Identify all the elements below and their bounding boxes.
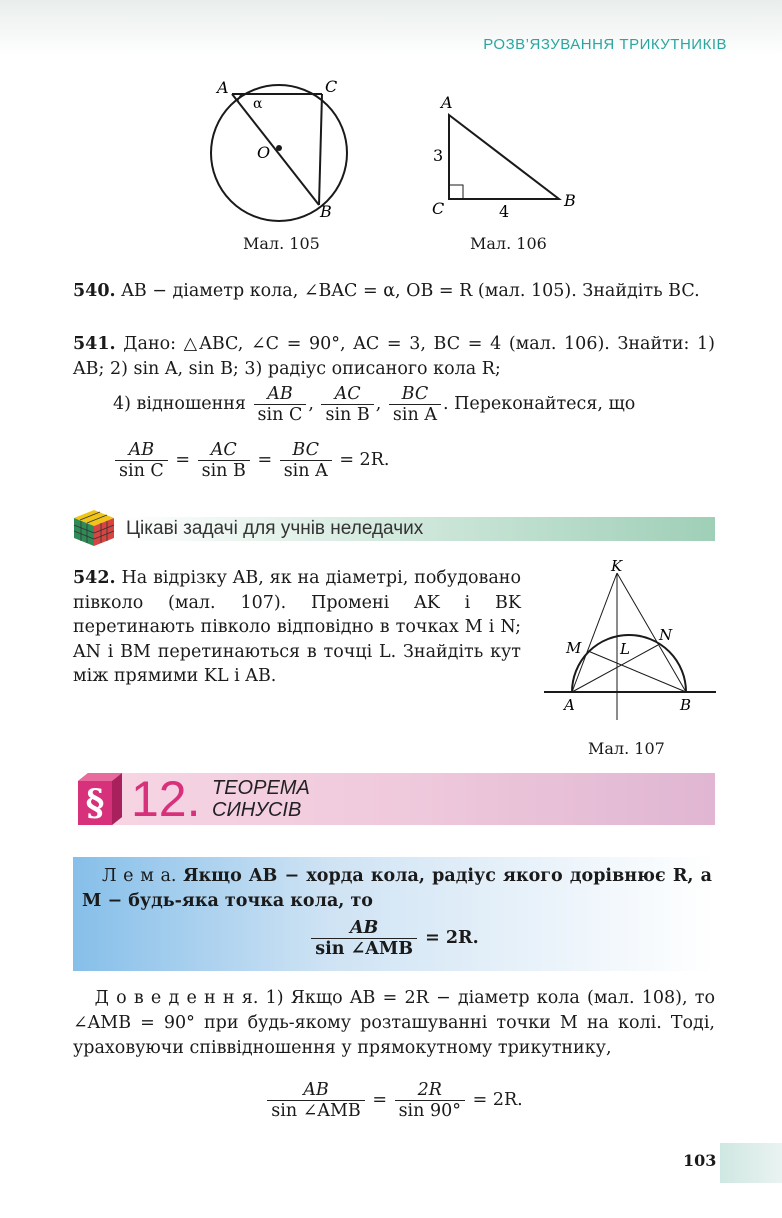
denominator: sin C (257, 405, 303, 425)
segment-bm (588, 651, 686, 692)
fraction-ab-sinc (115, 440, 168, 481)
section-number: 12. (131, 771, 201, 827)
label-c: C (432, 199, 445, 218)
fraction-ac-sinb (321, 384, 373, 425)
problem-541 (73, 332, 715, 382)
label-b: B (680, 696, 692, 714)
segment-cb (319, 94, 322, 205)
numerator: AB (311, 918, 417, 939)
label-m: M (566, 639, 582, 657)
caption-106: Мал. 106 (470, 234, 547, 253)
numerator: AC (198, 440, 250, 461)
problem-542 (73, 566, 521, 689)
fraction-bc-sina (389, 384, 441, 425)
problem-541-equation: $\frac{AB}{\text{sin C}}$ = $\frac{AC}{\text{sin B}}$ = $\frac{BC}{\text{sin A}}$ = 2R. (113, 440, 715, 481)
lemma-statement: Якщо AB − хорда кола, радіус якого дорівнює R, а M − будь-яка точка кола, то (82, 866, 712, 911)
right-angle-mark (449, 185, 463, 199)
label-k: K (611, 557, 623, 575)
section-title-line2: СИНУСІВ (212, 799, 302, 821)
segment-an (572, 645, 658, 692)
numerator: AC (321, 384, 373, 405)
problem-number: 542. (73, 568, 116, 588)
denominator: sin B (201, 461, 246, 481)
lemma-label: Л е м а. (101, 866, 177, 886)
caption-107: Мал. 107 (588, 739, 665, 758)
denominator: sin A (283, 461, 328, 481)
problem-540 (73, 279, 715, 304)
denominator: sin ∠AMB (315, 939, 414, 959)
denominator: sin A (392, 405, 437, 425)
interesting-title: Цікаві задачі для учнів неледачих (126, 518, 424, 539)
label-a: A (441, 93, 453, 112)
denominator: sin ∠AMB (271, 1101, 361, 1121)
section-title-line1: ТЕОРЕМА (212, 777, 310, 799)
denominator: sin B (325, 405, 370, 425)
numerator: AB (267, 1080, 365, 1101)
numerator: AB (254, 384, 307, 405)
numerator: 2R (395, 1080, 465, 1101)
ratios-prefix: 4) відношення (113, 394, 246, 414)
running-title: РОЗВ’ЯЗУВАННЯ ТРИКУТНИКІВ (483, 36, 727, 53)
label-alpha: α (253, 96, 263, 112)
fraction-2r-sin90 (395, 1080, 465, 1121)
side-cb: 4 (499, 202, 510, 221)
label-a: A (217, 78, 229, 97)
problem-text: AB − діаметр кола, ∠BAC = α, OB = R (мал. 105). Знайдіть BC. (121, 281, 700, 301)
fraction-ab-sinc (254, 384, 307, 425)
label-c: C (325, 77, 338, 96)
diameter-ab (232, 94, 319, 205)
lemma-eq: = 2R. (425, 928, 479, 948)
proof-label: Д о в е д е н н я. (94, 988, 259, 1008)
label-a: A (564, 696, 575, 714)
problem-number: 541. (73, 334, 116, 354)
section-title (212, 777, 310, 821)
ray-ak (572, 573, 617, 692)
section-sign-icon (72, 773, 122, 825)
side-ac: 3 (433, 146, 444, 165)
problem-text: На відрізку AB, як на діаметрі, побудовано півколо (мал. 107). Промені AK і BK перетинають півколо відповідно в точках M і N; AN і BM перетинаються в точці L. Знайдіть кут між прямими KL і AB. (73, 568, 521, 686)
proof-body: 1) Якщо AB = 2R − діаметр кола (мал. 108), то ∠AMB = 90° при будь-якому розташуванні точки M на колі. Тоді, ураховуючи співвідношення у прямокутному трикутнику, (73, 988, 715, 1058)
label-o: O (257, 143, 271, 162)
numerator: BC (389, 384, 441, 405)
problem-541-ratios: 4) відношення $\frac{AB}{\text{sin C}}$ , $\frac{AC}{\text{sin B}}$ , $\frac{BC}{\text{sin A}}$ . Переконайтеся, що (113, 384, 636, 425)
label-b: B (564, 191, 576, 210)
fraction-ac-sinb (198, 440, 250, 481)
proof-text (73, 986, 715, 1061)
center-dot (276, 145, 282, 151)
fraction-ab-sinamb (311, 918, 417, 959)
proof-formula: $\frac{AB}{\text{sin ∠AMB}}$ = $\frac{2R}{\sin 90^\circ}$ = 2R. (73, 1080, 715, 1121)
page-number: 103 (683, 1151, 717, 1170)
label-b: B (320, 202, 332, 221)
problem-number: 540. (73, 281, 116, 301)
denominator: sin C (119, 461, 164, 481)
numerator: AB (115, 440, 168, 461)
fraction-bc-sina (280, 440, 332, 481)
lemma-text (82, 864, 712, 914)
rubiks-cube-icon (72, 508, 116, 548)
caption-105: Мал. 105 (243, 234, 320, 253)
page-tab (720, 1143, 782, 1183)
equation-tail: = 2R. (339, 450, 390, 470)
numerator: BC (280, 440, 332, 461)
proof-eq: = 2R. (472, 1090, 523, 1110)
denominator: sin 90° (398, 1101, 462, 1121)
figure-106 (425, 90, 585, 225)
ray-bk (617, 573, 686, 692)
fraction-ab-sinamb (267, 1080, 365, 1121)
figure-105 (195, 75, 365, 230)
triangle (449, 115, 559, 199)
label-n: N (659, 626, 673, 644)
section-symbol: § (85, 782, 105, 824)
label-l: L (620, 640, 630, 658)
problem-text: Дано: △ABC, ∠C = 90°, AC = 3, BC = 4 (мал. 106). Знайти: 1) AB; 2) sin A, sin B; 3) радіус описаного кола R; (73, 334, 715, 379)
ratios-suffix: . Переконайтеся, що (442, 394, 636, 414)
figure-107 (540, 555, 720, 725)
lemma-formula (73, 918, 715, 959)
